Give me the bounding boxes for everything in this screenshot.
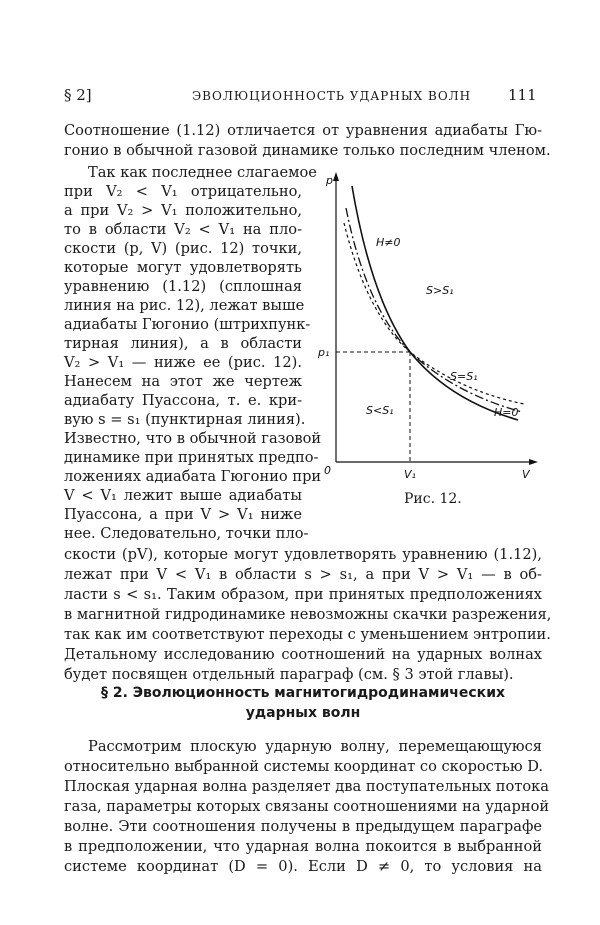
- v-axis-arrow-icon: [529, 459, 538, 465]
- text-line: V₂ > V₁ — ниже ее (рис. 12).: [64, 354, 302, 371]
- text-line: линия на рис. 12), лежат выше: [64, 297, 305, 314]
- text-line: ласти s < s₁. Таким образом, при принятых предположениях: [64, 586, 542, 603]
- text-line: а при V₂ > V₁ положительно,: [64, 202, 302, 219]
- text-line: будет посвящен отдельный параграф (см. § 3 этой главы).: [64, 666, 514, 683]
- p-axis-label: p: [326, 174, 333, 187]
- text-line: V < V₁ лежит выше адиабаты: [64, 487, 302, 504]
- s-equal-label: S=S₁: [450, 370, 478, 383]
- text-line: так как им соответствуют переходы с уменьшением энтропии.: [64, 626, 551, 643]
- text-line: скости (p, V) (рис. 12) точки,: [64, 240, 302, 257]
- running-title: ЭВОЛЮЦИОННОСТЬ УДАРНЫХ ВОЛН: [192, 89, 472, 103]
- text-line: тирная линия), а в области: [64, 335, 302, 352]
- text-line: адиабаты Гюгонио (штрихпунк-: [64, 316, 311, 333]
- text-line: Детальному исследованию соотношений на ударных волнах: [64, 646, 542, 663]
- text-line: Плоская ударная волна разделяет два поступательных потока: [64, 778, 549, 795]
- section-heading-line2: ударных волн: [245, 705, 361, 721]
- text-line: газа, параметры которых связаны соотношениями на ударной: [64, 798, 550, 815]
- text-line: ложениях адиабата Гюгонио при: [64, 468, 322, 485]
- h-nonzero-label: H≠0: [376, 236, 401, 249]
- text-line: нее. Следовательно, точки пло-: [64, 525, 309, 542]
- text-line: Известно, что в обычной газовой: [64, 430, 322, 447]
- text-line: Соотношение (1.12) отличается от уравнения адиабаты Гю-: [64, 122, 542, 139]
- section-heading-line1: § 2. Эволюционность магнитогидродинамических: [100, 685, 506, 701]
- text-line: гонио в обычной газовой динамике только последним членом.: [64, 142, 551, 159]
- p-axis-arrow-icon: [333, 172, 339, 181]
- curve-hugoniot: [346, 208, 522, 412]
- text-line: в магнитной гидродинамике невозможны скачки разрежения,: [64, 606, 552, 623]
- text-line: относительно выбранной системы координат со скоростью D.: [64, 758, 544, 775]
- text-line: вую s = s₁ (пунктирная линия).: [64, 411, 306, 428]
- figure-12: [310, 168, 542, 488]
- s-less-label: S<S₁: [366, 404, 394, 417]
- text-line: Так как последнее слагаемое: [88, 164, 317, 181]
- p1-label: p₁: [318, 346, 330, 359]
- text-line: скости (pV), которые могут удовлетворять уравнению (1.12),: [64, 546, 542, 563]
- text-line: то в области V₂ < V₁ на пло-: [64, 221, 302, 238]
- page-number: 111: [508, 86, 537, 104]
- s-greater-label: S>S₁: [426, 284, 454, 297]
- curve-h-nonzero: [352, 186, 518, 420]
- text-line: Рассмотрим плоскую ударную волну, перемещающуюся: [88, 738, 542, 755]
- text-line: Нанесем на этот же чертеж: [64, 373, 302, 390]
- text-line: при V₂ < V₁ отрицательно,: [64, 183, 302, 200]
- h-zero-label: H=0: [494, 406, 519, 419]
- text-line: уравнению (1.12) (сплошная: [64, 278, 302, 295]
- figure-caption: Рис. 12.: [404, 491, 462, 507]
- text-line: динамике при принятых предпо-: [64, 449, 319, 466]
- section-marker: § 2]: [64, 86, 92, 104]
- text-line: системе координат (D = 0). Если D ≠ 0, то условия на: [64, 858, 542, 875]
- text-line: волне. Эти соотношения получены в предыдущем параграфе: [64, 818, 542, 835]
- text-line: которые могут удовлетворять: [64, 259, 302, 276]
- text-line: Пуассона, а при V > V₁ ниже: [64, 506, 302, 523]
- origin-label: 0: [324, 464, 331, 477]
- text-line: адиабату Пуассона, т. е. кри-: [64, 392, 302, 409]
- text-line: лежат при V < V₁ в области s > s₁, а при V > V₁ — в об-: [64, 566, 542, 583]
- v-axis-label: V: [522, 468, 530, 481]
- v1-label: V₁: [404, 468, 416, 481]
- text-line: в предположении, что ударная волна покоится в выбранной: [64, 838, 542, 855]
